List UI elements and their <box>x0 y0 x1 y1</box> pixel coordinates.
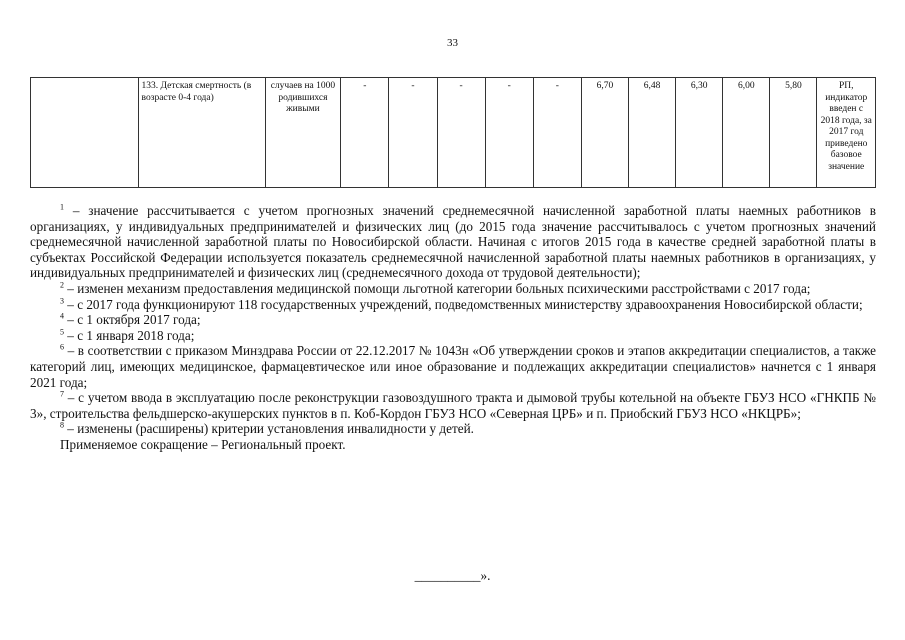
footnote <box>30 297 876 313</box>
footnote <box>30 281 876 297</box>
note-cell: РП, индикатор введен с 2018 года, за 2017 год приведено базовое значение <box>817 78 876 188</box>
value-cell: 6,00 <box>723 78 770 188</box>
value-cell: 6,30 <box>676 78 723 188</box>
footnote-text: – в соответствии с приказом Минздрава России от 22.12.2017 № 1043н «Об утверждении сроков и этапов аккредитации специалистов, а также категорий лиц, имеющих медицинское, фармацевтическое или иное образование и подлежащих аккредитации специалистов» начнется с 1 января 2021 года; <box>30 343 876 390</box>
footnote-text: – с 2017 года функционируют 118 государственных учреждений, подведомственных министерству здравоохранения Новосибирской области; <box>64 296 863 312</box>
footnote-text: – значение рассчитывается с учетом прогнозных значений среднемесячной начисленной заработной платы наемных работников в организациях, у индивидуальных предпринимателей и физических лиц (до 2015 года значение рассчитывалось с учетом прогнозных значений среднемесячной начисленной заработной платы по Новосибирской области. Начиная с итогов 2015 года в качестве средней заработной платы в субъектах Российской Федерации используется показатель среднемесячной начисленной заработной платы наемных работников в организациях, у индивидуальных предпринимателей и физических лиц (среднемесячного дохода от трудовой деятельности); <box>30 203 876 281</box>
footnote <box>30 312 876 328</box>
value-cell: - <box>437 78 485 188</box>
footnotes <box>30 203 876 453</box>
footnote-mark: 2 <box>60 280 64 290</box>
footnote <box>30 343 876 390</box>
footnote-mark: 4 <box>60 311 64 321</box>
footnote <box>30 390 876 421</box>
table-row <box>31 78 876 188</box>
unit-cell: случаев на 1000 родившихся живыми <box>265 78 341 188</box>
value-cell: - <box>341 78 389 188</box>
footnote-text: – изменен механизм предоставления медицинской помощи льготной категории больных психическими расстройствами с 2017 года; <box>64 280 811 296</box>
closing-line: __________». <box>414 568 491 583</box>
footnote <box>30 421 876 437</box>
value-cell: - <box>389 78 437 188</box>
footnote <box>30 328 876 344</box>
footnote-mark: 6 <box>60 342 64 352</box>
value-cell: - <box>533 78 581 188</box>
footnote-text: – с 1 октября 2017 года; <box>64 312 201 328</box>
blank-cell <box>31 78 139 188</box>
abbreviation-note: Применяемое сокращение – Региональный проект. <box>60 436 346 452</box>
footnote-text: – изменены (расширены) критерии установления инвалидности у детей. <box>64 421 474 437</box>
footnote-mark: 1 <box>60 202 64 212</box>
value-cell: 5,80 <box>770 78 817 188</box>
footnote <box>30 203 876 281</box>
value-cell: 6,48 <box>629 78 676 188</box>
indicator-table <box>30 77 876 188</box>
value-cell: 6,70 <box>581 78 628 188</box>
value-cell: - <box>485 78 533 188</box>
page-number: 33 <box>447 37 458 49</box>
footnote-mark: 8 <box>60 420 64 430</box>
indicator-name-cell: 133. Детская смертность (в возрасте 0-4 года) <box>138 78 265 188</box>
footnote-mark: 3 <box>60 296 64 306</box>
footnote-mark: 7 <box>60 389 64 399</box>
footnote-mark: 5 <box>60 327 64 337</box>
footnote-text: – с учетом ввода в эксплуатацию после реконструкции газовоздушного тракта и дымовой трубы котельной на объекте ГБУЗ НСО «ГНКПБ № 3», строительства фельдшерско-акушерских пунктов в п. Коб-Кордон ГБУЗ НСО «Северная ЦРБ» и п. Приобский ГБУЗ НСО «НКЦРБ»; <box>30 390 876 421</box>
footnote-text: – с 1 января 2018 года; <box>64 327 195 343</box>
